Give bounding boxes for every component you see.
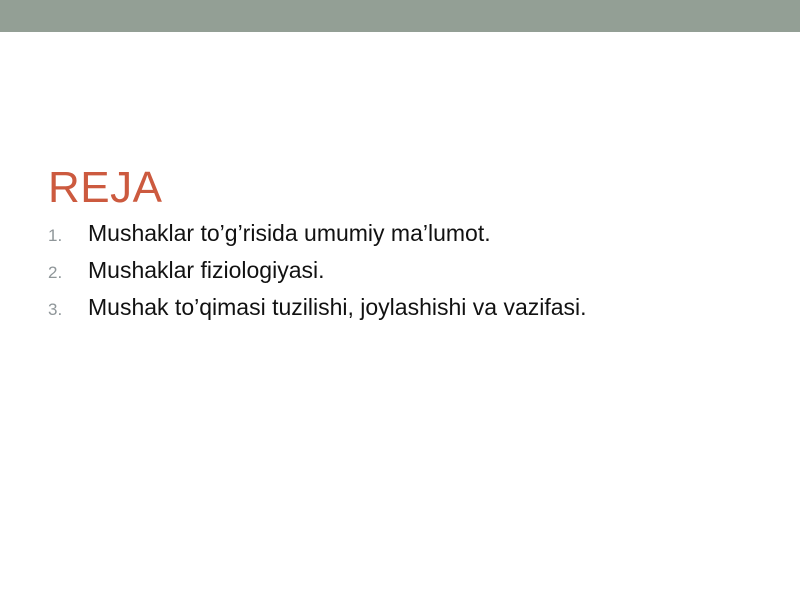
plan-item-1	[48, 220, 768, 257]
slide-title: REJA	[48, 163, 163, 212]
plan-item-number: 3.	[48, 300, 63, 319]
top-decorative-bar	[0, 0, 800, 32]
plan-list	[48, 220, 768, 331]
plan-item-text: Mushaklar fiziologiyasi.	[88, 257, 325, 283]
plan-item-number: 1.	[48, 226, 63, 245]
plan-item-text: Mushak to’qimasi tuzilishi, joylashishi va vazifasi.	[88, 294, 587, 320]
plan-item-3	[48, 294, 768, 331]
plan-item-number: 2.	[48, 263, 63, 282]
plan-item-text: Mushaklar to’g’risida umumiy ma’lumot.	[88, 220, 491, 246]
plan-item-2	[48, 257, 768, 294]
